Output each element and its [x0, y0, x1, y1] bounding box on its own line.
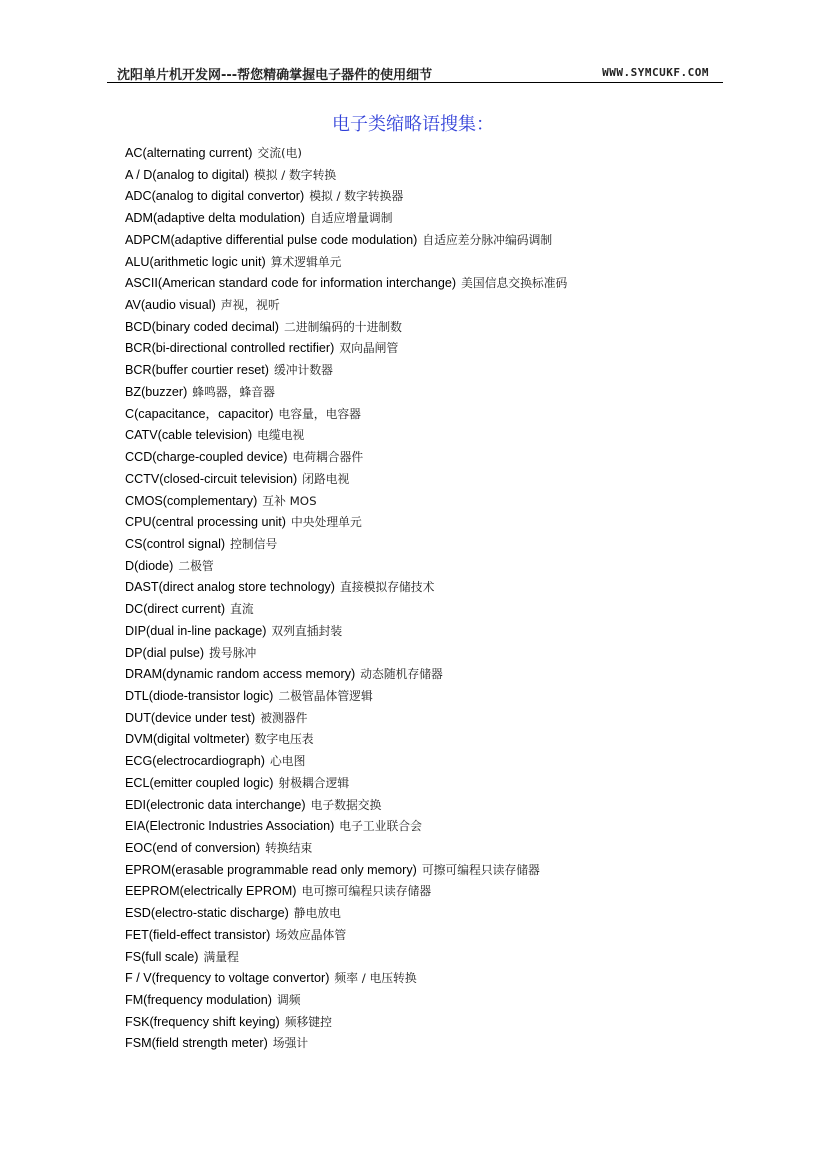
entry-abbreviation: BCD(binary coded decimal) — [125, 319, 279, 334]
glossary-entry — [125, 534, 567, 556]
glossary-entry — [125, 990, 567, 1012]
entry-chinese-meaning: 模拟 / 数字转换 — [253, 167, 337, 182]
entry-chinese-meaning: 二进制编码的十进制数 — [284, 319, 402, 334]
entry-abbreviation: BCR(buffer courtier reset) — [125, 363, 269, 378]
entry-chinese-meaning: 电荷耦合器件 — [292, 450, 364, 465]
glossary-entry — [125, 795, 567, 817]
header-website-url[interactable]: WWW.SYMCUKF.COM — [602, 66, 709, 79]
entry-abbreviation: DP(dial pulse) — [125, 645, 205, 660]
glossary-entry — [125, 491, 567, 513]
entry-chinese-meaning: 二极管晶体管逻辑 — [278, 688, 373, 703]
header-site-title: 沈阳单片机开发网---帮您精确掌握电子器件的使用细节 — [117, 68, 433, 83]
entry-chinese-meaning: 电可擦可编程只读存储器 — [301, 884, 432, 899]
entry-chinese-meaning: 静电放电 — [293, 906, 341, 921]
glossary-entry — [125, 382, 567, 404]
entry-chinese-meaning: 数字电压表 — [254, 732, 314, 747]
entry-abbreviation: ESD(electro-static discharge) — [125, 906, 289, 921]
entry-chinese-meaning: 自适应增量调制 — [309, 211, 393, 226]
entry-chinese-meaning: 直接模拟存储技术 — [340, 580, 435, 595]
entry-chinese-meaning: 声视，视听 — [220, 298, 280, 313]
entry-chinese-meaning: 调频 — [277, 993, 301, 1008]
entry-abbreviation: DUT(device under test) — [125, 710, 256, 725]
entry-abbreviation: A / D(analog to digital) — [125, 167, 249, 182]
entry-abbreviation: ECG(electrocardiograph) — [125, 754, 265, 769]
entry-abbreviation: FS(full scale) — [125, 949, 199, 964]
entry-chinese-meaning: 频率 / 电压转换 — [334, 971, 417, 986]
entry-abbreviation: CCD(charge-coupled device) — [125, 450, 288, 465]
entry-chinese-meaning: 双列直插封装 — [271, 623, 343, 638]
entry-abbreviation: BCR(bi-directional controlled rectifier) — [125, 341, 335, 356]
page-header — [107, 62, 723, 83]
entry-abbreviation: EIA(Electronic Industries Association) — [125, 819, 335, 834]
entry-abbreviation: ADC(analog to digital convertor) — [125, 189, 305, 204]
entry-abbreviation: DRAM(dynamic random access memory) — [125, 667, 356, 682]
entry-abbreviation: AV(audio visual) — [125, 298, 216, 313]
entry-chinese-meaning: 场强计 — [272, 1036, 309, 1051]
entry-chinese-meaning: 可擦可编程只读存储器 — [421, 862, 540, 877]
entry-abbreviation: DVM(digital voltmeter) — [125, 732, 250, 747]
glossary-entry — [125, 1033, 567, 1055]
glossary-entry — [125, 686, 567, 708]
entry-abbreviation: ADM(adaptive delta modulation) — [125, 211, 305, 226]
glossary-entry — [125, 621, 567, 643]
glossary-entry — [125, 664, 567, 686]
document-title: 电子类缩略语搜集： — [332, 114, 494, 135]
glossary-entry — [125, 577, 567, 599]
entry-abbreviation: ALU(arithmetic logic unit) — [125, 254, 266, 269]
entry-abbreviation: CCTV(closed-circuit television) — [125, 471, 298, 486]
glossary-entry — [125, 404, 567, 426]
entry-abbreviation: CPU(central processing unit) — [125, 515, 286, 530]
entry-abbreviation: C(capacitance，capacitor) — [125, 406, 274, 421]
entry-chinese-meaning: 直流 — [230, 602, 254, 617]
glossary-entry — [125, 252, 567, 274]
glossary-entry — [125, 903, 567, 925]
entry-abbreviation: EEPROM(electrically EPROM) — [125, 884, 297, 899]
entry-chinese-meaning: 拨号脉冲 — [209, 645, 257, 660]
glossary-entry — [125, 143, 567, 165]
glossary-entry — [125, 751, 567, 773]
glossary-entry — [125, 447, 567, 469]
entry-abbreviation: CS(control signal) — [125, 536, 226, 551]
glossary-entry — [125, 947, 567, 969]
glossary-entry — [125, 186, 567, 208]
entry-abbreviation: F / V(frequency to voltage convertor) — [125, 971, 330, 986]
glossary-entry — [125, 729, 567, 751]
entry-chinese-meaning: 控制信号 — [230, 536, 278, 551]
entry-abbreviation: EDI(electronic data interchange) — [125, 797, 306, 812]
entry-abbreviation: ASCII(American standard code for information interchange) — [125, 276, 457, 291]
glossary-entry — [125, 230, 567, 252]
entry-abbreviation: CMOS(complementary) — [125, 493, 258, 508]
entry-abbreviation: DTL(diode-transistor logic) — [125, 688, 274, 703]
glossary-entry — [125, 273, 567, 295]
entry-chinese-meaning: 场效应晶体管 — [275, 927, 347, 942]
abbreviation-list — [125, 143, 567, 1055]
glossary-entry — [125, 556, 567, 578]
entry-abbreviation: ECL(emitter coupled logic) — [125, 775, 274, 790]
glossary-entry — [125, 425, 567, 447]
glossary-entry — [125, 968, 567, 990]
glossary-entry — [125, 643, 567, 665]
glossary-entry — [125, 208, 567, 230]
glossary-entry — [125, 838, 567, 860]
glossary-entry — [125, 317, 567, 339]
glossary-entry — [125, 599, 567, 621]
entry-abbreviation: FET(field-effect transistor) — [125, 927, 271, 942]
entry-abbreviation: DC(direct current) — [125, 602, 226, 617]
entry-chinese-meaning: 电缆电视 — [257, 428, 305, 443]
entry-abbreviation: CATV(cable television) — [125, 428, 253, 443]
entry-abbreviation: FM(frequency modulation) — [125, 993, 272, 1008]
glossary-entry — [125, 295, 567, 317]
glossary-entry — [125, 338, 567, 360]
glossary-entry — [125, 165, 567, 187]
entry-chinese-meaning: 模拟 / 数字转换器 — [309, 189, 404, 204]
entry-chinese-meaning: 缓冲计数器 — [273, 363, 333, 378]
glossary-entry — [125, 860, 567, 882]
glossary-entry — [125, 1012, 567, 1034]
glossary-entry — [125, 816, 567, 838]
entry-chinese-meaning: 蜂鸣器，蜂音器 — [192, 384, 275, 399]
entry-chinese-meaning: 满量程 — [203, 949, 239, 964]
entry-chinese-meaning: 被测器件 — [260, 710, 308, 725]
entry-abbreviation: ADPCM(adaptive differential pulse code modulation) — [125, 232, 418, 247]
glossary-entry — [125, 773, 567, 795]
entry-chinese-meaning: 互补 MOS — [262, 493, 317, 508]
entry-chinese-meaning: 算术逻辑单元 — [270, 254, 342, 269]
entry-abbreviation: BZ(buzzer) — [125, 384, 188, 399]
glossary-entry — [125, 469, 567, 491]
entry-chinese-meaning: 动态随机存储器 — [360, 667, 443, 682]
entry-abbreviation: FSK(frequency shift keying) — [125, 1014, 280, 1029]
entry-chinese-meaning: 电容量，电容器 — [278, 406, 361, 421]
entry-abbreviation: DAST(direct analog store technology) — [125, 580, 335, 595]
entry-chinese-meaning: 电子工业联合会 — [339, 819, 422, 834]
glossary-entry — [125, 360, 567, 382]
entry-chinese-meaning: 转换结束 — [265, 841, 313, 855]
entry-chinese-meaning: 自适应差分脉冲编码调制 — [422, 232, 553, 247]
entry-chinese-meaning: 电子数据交换 — [310, 797, 382, 812]
glossary-entry — [125, 881, 567, 903]
entry-chinese-meaning: 射极耦合逻辑 — [278, 775, 350, 790]
entry-chinese-meaning: 交流(电) — [257, 146, 302, 160]
entry-chinese-meaning: 心电图 — [270, 754, 306, 769]
entry-abbreviation: AC(alternating current) — [125, 146, 253, 160]
entry-chinese-meaning: 双向晶闸管 — [339, 341, 399, 356]
entry-chinese-meaning: 美国信息交换标准码 — [461, 276, 568, 291]
entry-chinese-meaning: 闭路电视 — [302, 471, 350, 486]
entry-abbreviation: FSM(field strength meter) — [125, 1036, 268, 1051]
entry-abbreviation: D(diode) — [125, 558, 174, 573]
glossary-entry — [125, 512, 567, 534]
glossary-entry — [125, 925, 567, 947]
entry-abbreviation: EOC(end of conversion) — [125, 841, 261, 855]
entry-chinese-meaning: 中央处理单元 — [290, 515, 362, 530]
glossary-entry — [125, 708, 567, 730]
entry-chinese-meaning: 频移键控 — [284, 1014, 332, 1029]
entry-abbreviation: DIP(dual in-line package) — [125, 623, 267, 638]
entry-chinese-meaning: 二极管 — [178, 558, 214, 573]
entry-abbreviation: EPROM(erasable programmable read only memory) — [125, 862, 417, 877]
